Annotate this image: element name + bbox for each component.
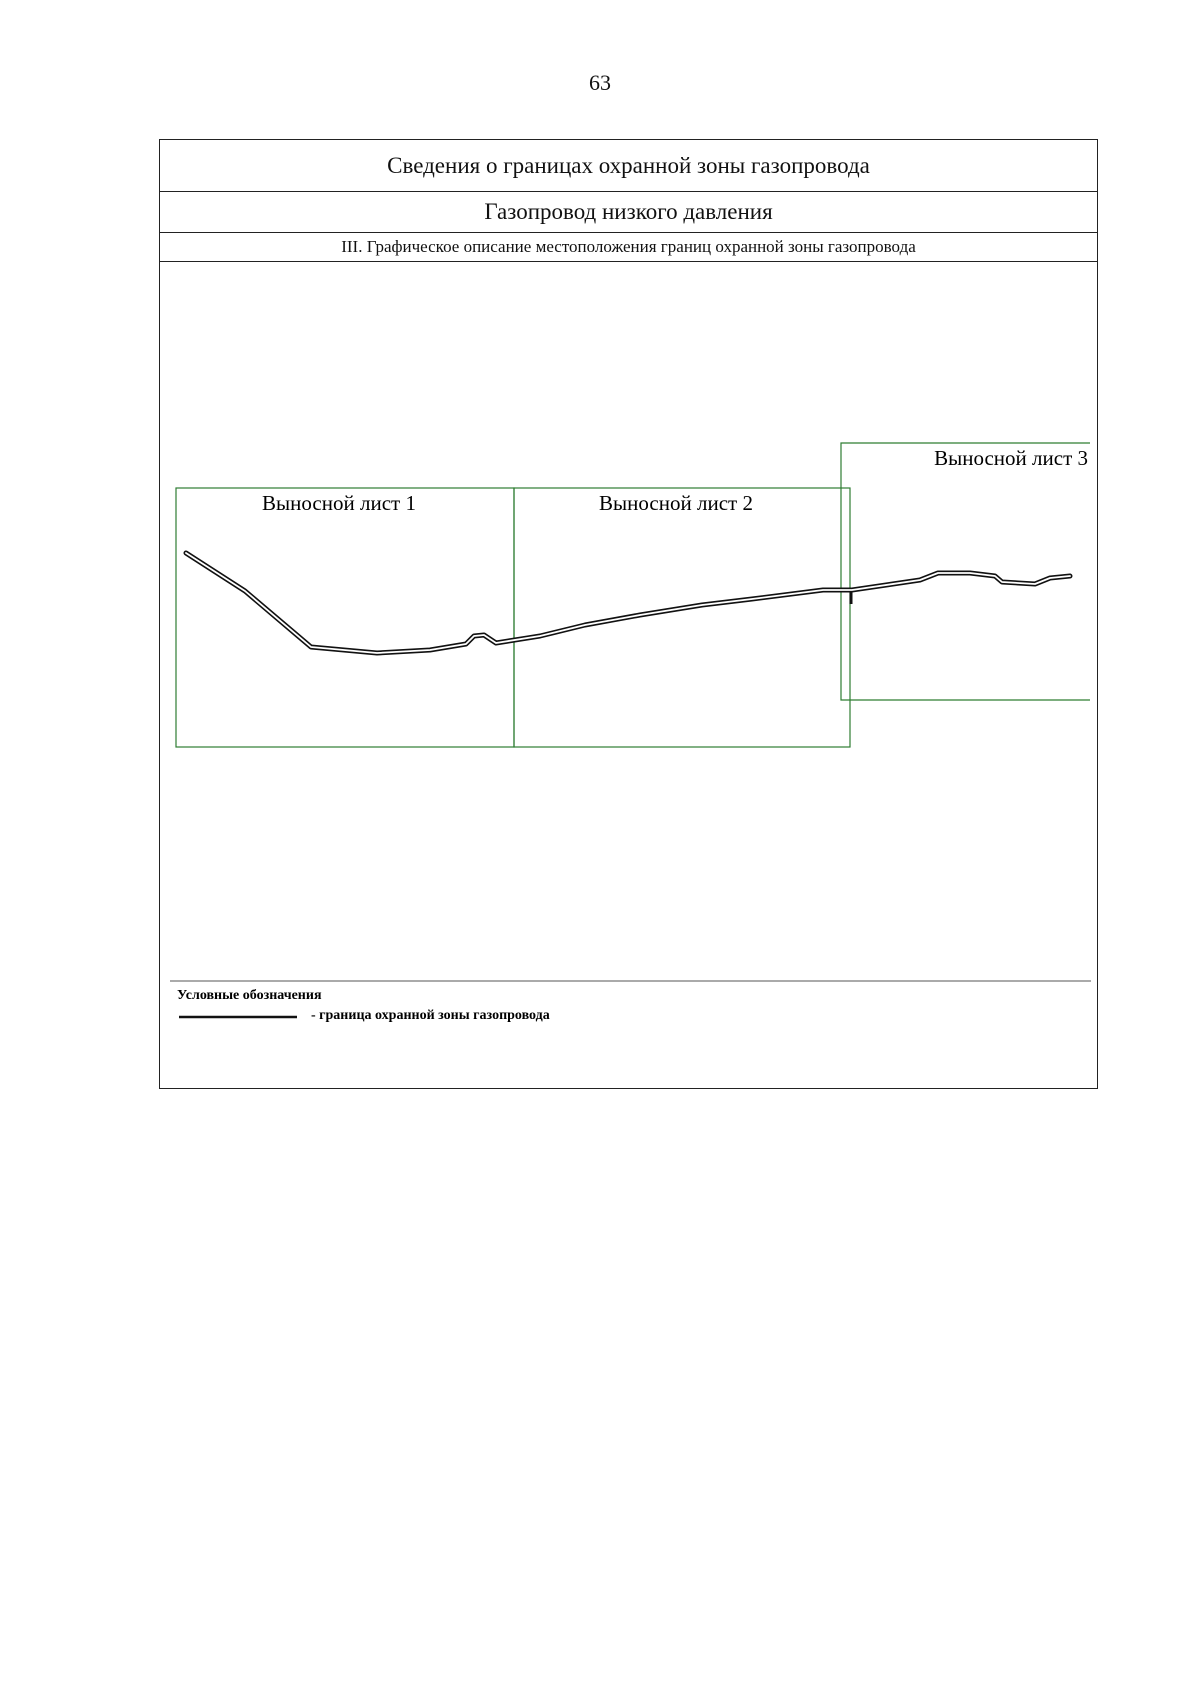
legend-boundary-label: - граница охранной зоны газопровода <box>311 1008 550 1023</box>
sheet-1-label: Выносной лист 1 <box>262 491 416 515</box>
protection-zone-boundary <box>186 553 1070 653</box>
sheet-3-label: Выносной лист 3 <box>934 446 1088 470</box>
page-number: 63 <box>589 70 611 95</box>
sheet-2-label: Выносной лист 2 <box>599 491 753 515</box>
sheet-1-frame <box>176 488 514 747</box>
table-title: Сведения о границах охранной зоны газопровода <box>160 140 1097 192</box>
sheet-2-frame <box>514 488 850 747</box>
legend-title: Условные обозначения <box>177 988 322 1003</box>
table-subtitle: Газопровод низкого давления <box>160 192 1097 233</box>
section-heading: III. Графическое описание местоположения границ охранной зоны газопровода <box>160 233 1097 262</box>
